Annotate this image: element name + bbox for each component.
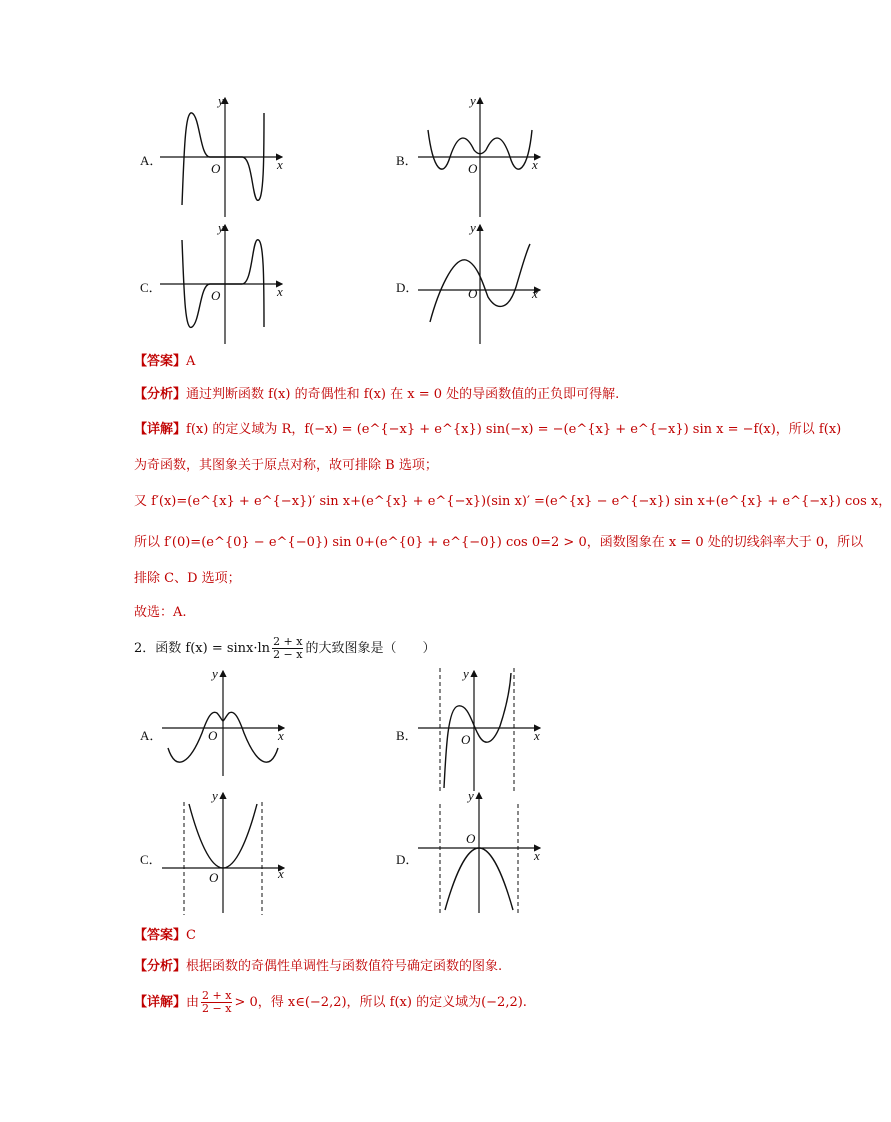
x-axis-label: x xyxy=(278,866,284,881)
q2-detail xyxy=(134,990,527,1015)
origin-label: O xyxy=(461,732,471,747)
detail-suffix: > 0，得 x∈(−2,2)，所以 f(x) 的定义域为(−2,2). xyxy=(234,995,527,1010)
analysis-text: 通过判断函数 f(x) 的奇偶性和 f(x) 在 x = 0 处的导函数值的正负即可得解. xyxy=(186,387,620,402)
stem-prefix: 函数 f(x) = sinx·ln xyxy=(155,641,271,656)
detail-prefix: 由 xyxy=(186,995,200,1010)
y-axis-label: y xyxy=(218,220,224,235)
detail-fraction: $\frac{2 + x}{2 - x}$ xyxy=(202,989,232,1015)
curve xyxy=(444,673,511,788)
q2-option-c-label: C． xyxy=(140,852,162,867)
origin-label: O xyxy=(466,831,476,846)
q1-graph-d xyxy=(418,222,548,347)
x-axis-label: x xyxy=(277,157,283,172)
answer-value: C xyxy=(186,928,196,943)
q2-stem xyxy=(134,636,436,661)
x-axis-label: x xyxy=(532,286,538,301)
analysis-tag: 【分析】 xyxy=(134,387,187,402)
q2-analysis xyxy=(134,957,502,977)
q1-option-b-label: B． xyxy=(396,153,418,168)
q1-answer xyxy=(134,352,195,372)
q1-option-a-label: A． xyxy=(140,153,163,168)
q1-detail-line-4: 所以 f′(0)=(e^{0} − e^{−0}) sin 0+(e^{0} + e^{−0}) cos 0=2 > 0，函数图象在 x = 0 处的切线斜率大于 0，所以 xyxy=(134,535,864,550)
q1-detail-line-1 xyxy=(134,420,841,440)
y-axis-label: y xyxy=(212,666,218,681)
q1-detail-line-3: 又 f′(x)=(e^{x} + e^{−x})′ sin x+(e^{x} + e^{−x})(sin x)′ =(e^{x} − e^{−x}) sin x+(e^{x} + e^{−x}) cos x， xyxy=(134,494,891,509)
q1-analysis xyxy=(134,385,619,405)
q2-graph-c xyxy=(162,790,292,915)
q1-detail-line-5: 排除 C、D 选项； xyxy=(134,571,241,586)
q2-graph-a xyxy=(162,668,292,778)
q2-option-d-label: D． xyxy=(396,852,419,867)
q2-option-a-label: A． xyxy=(140,728,163,743)
y-axis-label: y xyxy=(218,93,224,108)
q1-option-d-label: D． xyxy=(396,280,419,295)
q1-graph-b xyxy=(418,95,548,220)
detail-text: f(x) 的定义域为 R，f(−x) = (e^{−x} + e^{x}) sin(−x) = −(e^{x} + e^{−x}) sin x = −f(x)，所以 f(x) xyxy=(186,422,842,437)
q1-option-c-label: C． xyxy=(140,280,162,295)
q2-graph-d xyxy=(418,790,548,915)
q1-detail-line-2: 为奇函数，其图象关于原点对称，故可排除 B 选项； xyxy=(134,458,438,473)
detail-tag: 【详解】 xyxy=(134,422,187,437)
q2-answer xyxy=(134,926,196,946)
y-axis-label: y xyxy=(212,788,218,803)
q2-option-b-label: B． xyxy=(396,728,418,743)
y-axis-label: y xyxy=(468,788,474,803)
q1-graph-a xyxy=(160,95,290,220)
analysis-tag: 【分析】 xyxy=(134,959,187,974)
q1-graph-c xyxy=(160,222,290,347)
q1-conclusion: 故选：A. xyxy=(134,605,187,620)
stem-suffix: 的大致图象是（ ） xyxy=(305,641,436,656)
origin-label: O xyxy=(211,288,221,303)
q2-graph-b xyxy=(418,668,548,793)
y-axis-label: y xyxy=(470,220,476,235)
answer-tag: 【答案】 xyxy=(134,354,187,369)
analysis-text: 根据函数的奇偶性单调性与函数值符号确定函数的图象. xyxy=(186,959,503,974)
origin-label: O xyxy=(211,161,221,176)
answer-tag: 【答案】 xyxy=(134,928,187,943)
stem-fraction: $\frac{2 + x}{2 - x}$ xyxy=(273,635,303,661)
origin-label: O xyxy=(208,728,218,743)
detail-tag: 【详解】 xyxy=(134,995,187,1010)
origin-label: O xyxy=(468,161,478,176)
x-axis-label: x xyxy=(534,848,540,863)
answer-value: A xyxy=(186,354,196,369)
origin-label: O xyxy=(468,286,478,301)
question-number: 2． xyxy=(134,641,156,656)
curve xyxy=(182,113,264,205)
x-axis-label: x xyxy=(534,728,540,743)
x-axis-label: x xyxy=(278,728,284,743)
y-axis-label: y xyxy=(470,93,476,108)
origin-label: O xyxy=(209,870,219,885)
x-axis-label: x xyxy=(532,157,538,172)
x-axis-label: x xyxy=(277,284,283,299)
y-axis-label: y xyxy=(463,666,469,681)
